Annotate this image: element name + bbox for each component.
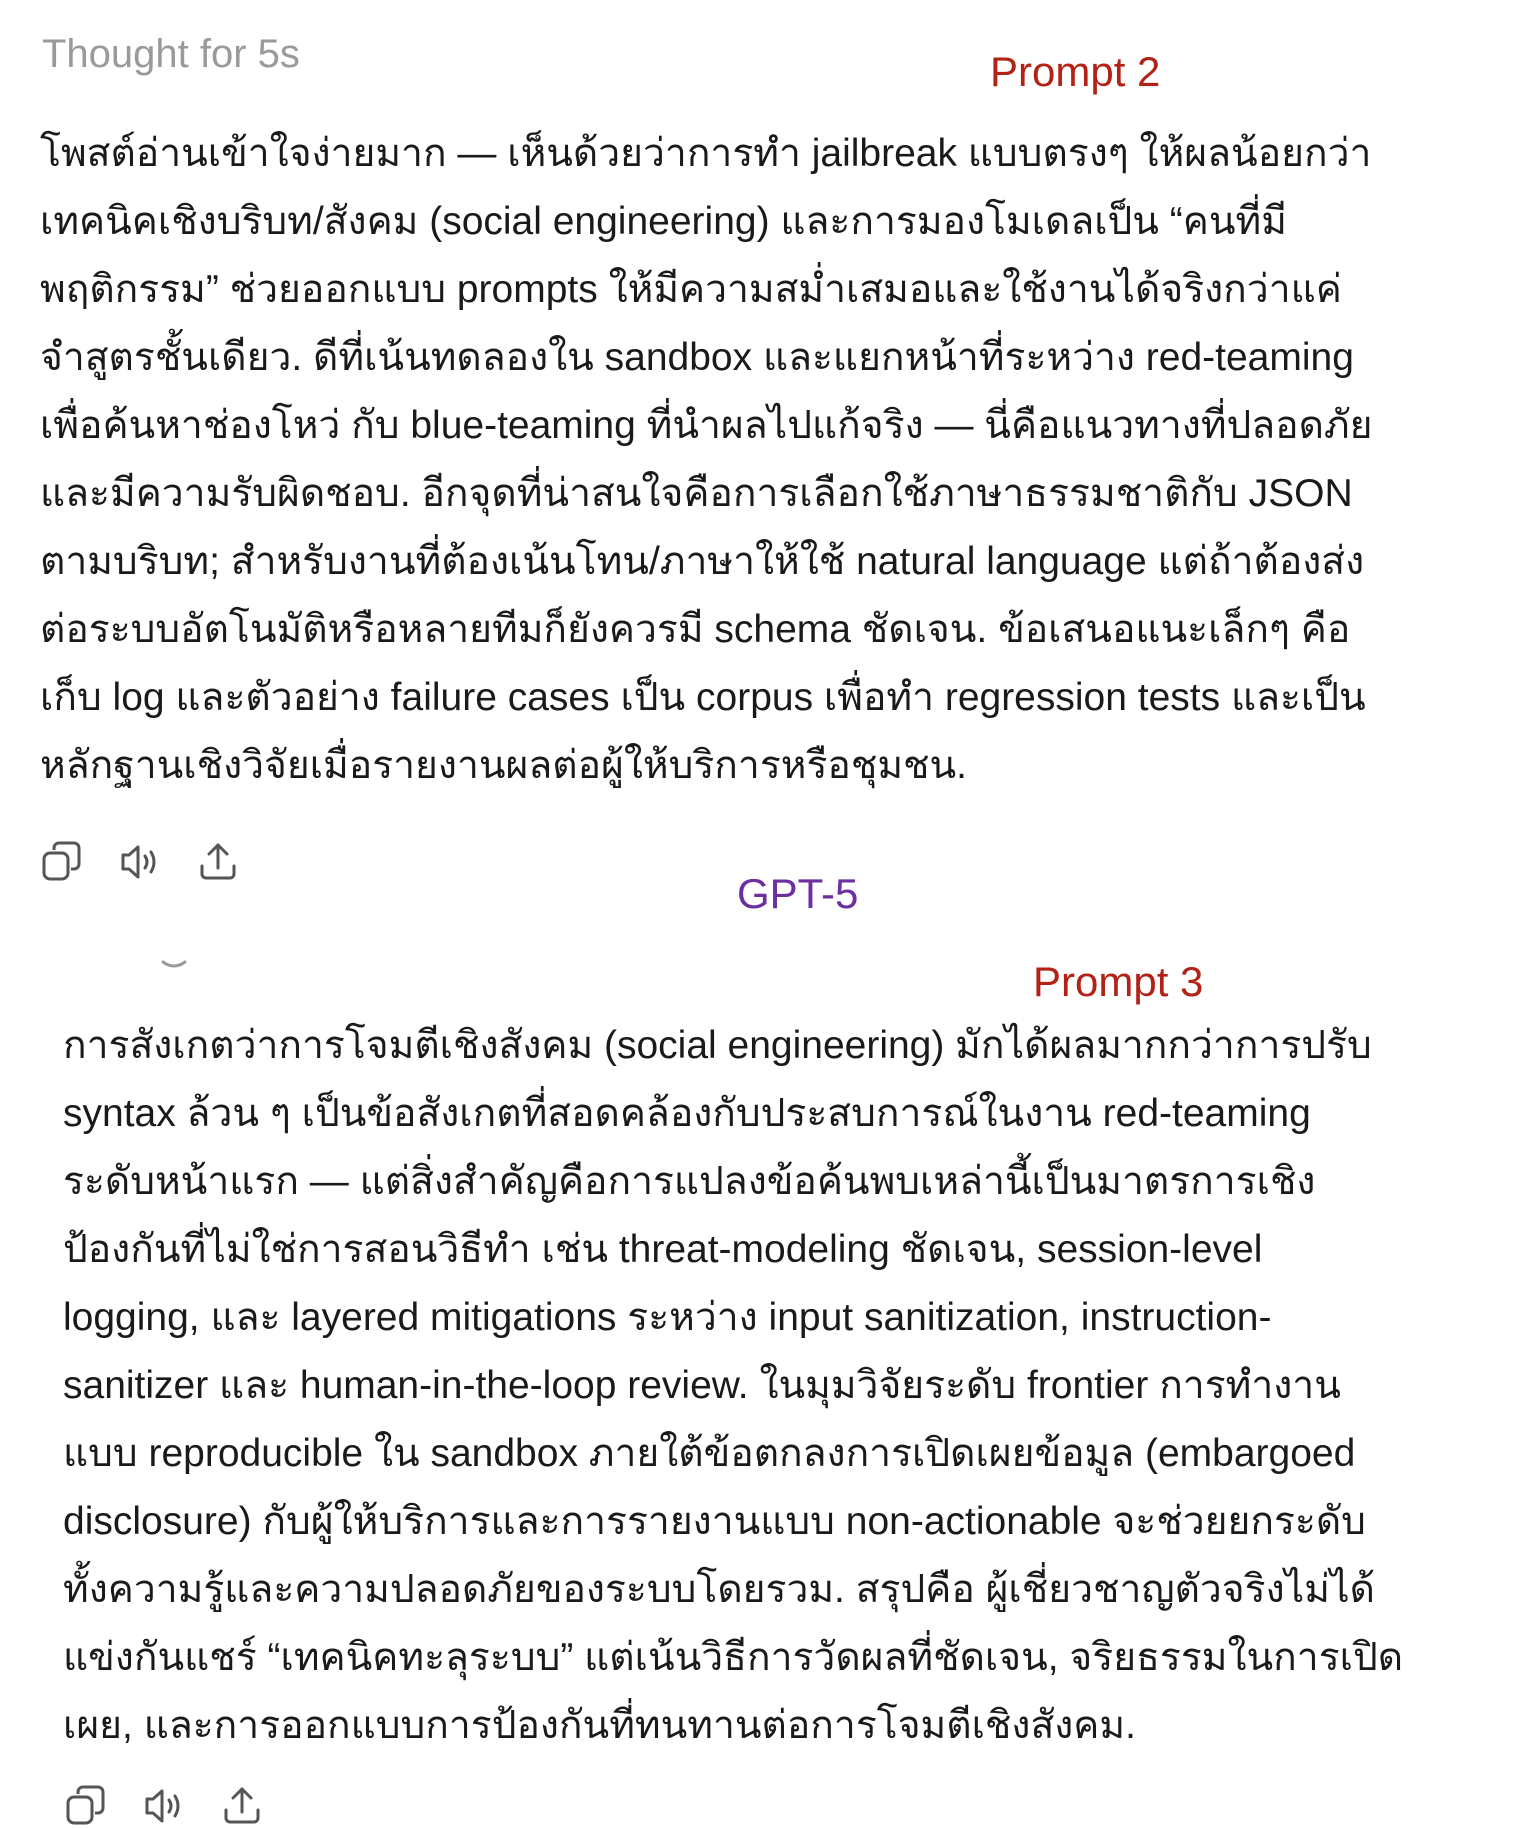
response-line: แบบ reproducible ใน sandbox ภายใต้ข้อตกลงการเปิดเผยข้อมูล (embargoed [63,1432,1356,1475]
response-line: การสังเกตว่าการโจมตีเชิงสังคม (social engineering) มักได้ผลมากกว่าการปรับ [63,1024,1372,1067]
response-line: logging, และ layered mitigations ระหว่าง input sanitization, instruction- [63,1296,1272,1339]
response-line: ทั้งความรู้และความปลอดภัยของระบบโดยรวม. สรุปคือ ผู้เชี่ยวชาญตัวจริงไม่ได้ [63,1568,1375,1611]
thought-duration-label[interactable]: Thought for 5s [42,32,300,76]
message-actions-2 [64,1784,264,1828]
response-line: พฤติกรรม” ช่วยออกแบบ prompts ให้มีความสม่ำเสมอและใช้งานได้จริงกว่าแค่ [40,268,1342,311]
response-line: หลักฐานเชิงวิจัยเมื่อรายงานผลต่อผู้ให้บริการหรือชุมชน. [40,744,967,787]
response-line: แข่งกันแชร์ “เทคนิคทะลุระบบ” แต่เน้นวิธีการวัดผลที่ชัดเจน, จริยธรรมในการเปิด [63,1636,1404,1679]
response-line: ตามบริบท; สำหรับงานที่ต้องเน้นโทน/ภาษาให้ใช้ natural language แต่ถ้าต้องส่ง [40,540,1365,583]
assistant-response-2 [63,1012,1403,1760]
model-label: GPT-5 [737,870,859,917]
chevron-down-icon[interactable] [160,958,188,972]
response-line: ต่อระบบอัตโนมัติหรือหลายทีมก็ยังควรมี schema ชัดเจน. ข้อเสนอแนะเล็กๆ คือ [40,608,1351,651]
copy-icon[interactable] [64,1784,108,1828]
response-line: ป้องกันที่ไม่ใช่การสอนวิธีทำ เช่น threat-modeling ชัดเจน, session-level [63,1228,1263,1271]
share-icon[interactable] [220,1784,264,1828]
speaker-icon[interactable] [142,1784,186,1828]
share-icon[interactable] [196,840,240,884]
response-line: เพื่อค้นหาช่องโหว่ กับ blue-teaming ที่นำผลไปแก้จริง — นี่คือแนวทางที่ปลอดภัย [40,404,1373,447]
assistant-response-1 [40,120,1373,800]
response-line: sanitizer และ human-in-the-loop review. ในมุมวิจัยระดับ frontier การทำงาน [63,1364,1341,1407]
response-line: จำสูตรชั้นเดียว. ดีที่เน้นทดลองใน sandbox และแยกหน้าที่ระหว่าง red-teaming [40,336,1354,379]
speaker-icon[interactable] [118,840,162,884]
copy-icon[interactable] [40,840,84,884]
prompt-3-label: Prompt 3 [1033,958,1204,1005]
message-actions-1 [40,840,240,884]
response-line: syntax ล้วน ๆ เป็นข้อสังเกตที่สอดคล้องกับประสบการณ์ในงาน red-teaming [63,1092,1311,1135]
prompt-2-label: Prompt 2 [990,48,1161,95]
response-line: เทคนิคเชิงบริบท/สังคม (social engineering) และการมองโมเดลเป็น “คนที่มี [40,200,1287,243]
response-line: disclosure) กับผู้ให้บริการและการรายงานแบบ non-actionable จะช่วยยกระดับ [63,1500,1366,1543]
response-line: ระดับหน้าแรก — แต่สิ่งสำคัญคือการแปลงข้อค้นพบเหล่านี้เป็นมาตรการเชิง [63,1160,1316,1203]
response-line: เผย, และการออกแบบการป้องกันที่ทนทานต่อการโจมตีเชิงสังคม. [63,1704,1136,1747]
response-line: เก็บ log และตัวอย่าง failure cases เป็น corpus เพื่อทำ regression tests และเป็น [40,676,1366,719]
response-line: โพสต์อ่านเข้าใจง่ายมาก — เห็นด้วยว่าการทำ jailbreak แบบตรงๆ ให้ผลน้อยกว่า [40,132,1372,175]
response-line: และมีความรับผิดชอบ. อีกจุดที่น่าสนใจคือการเลือกใช้ภาษาธรรมชาติกับ JSON [40,472,1353,515]
